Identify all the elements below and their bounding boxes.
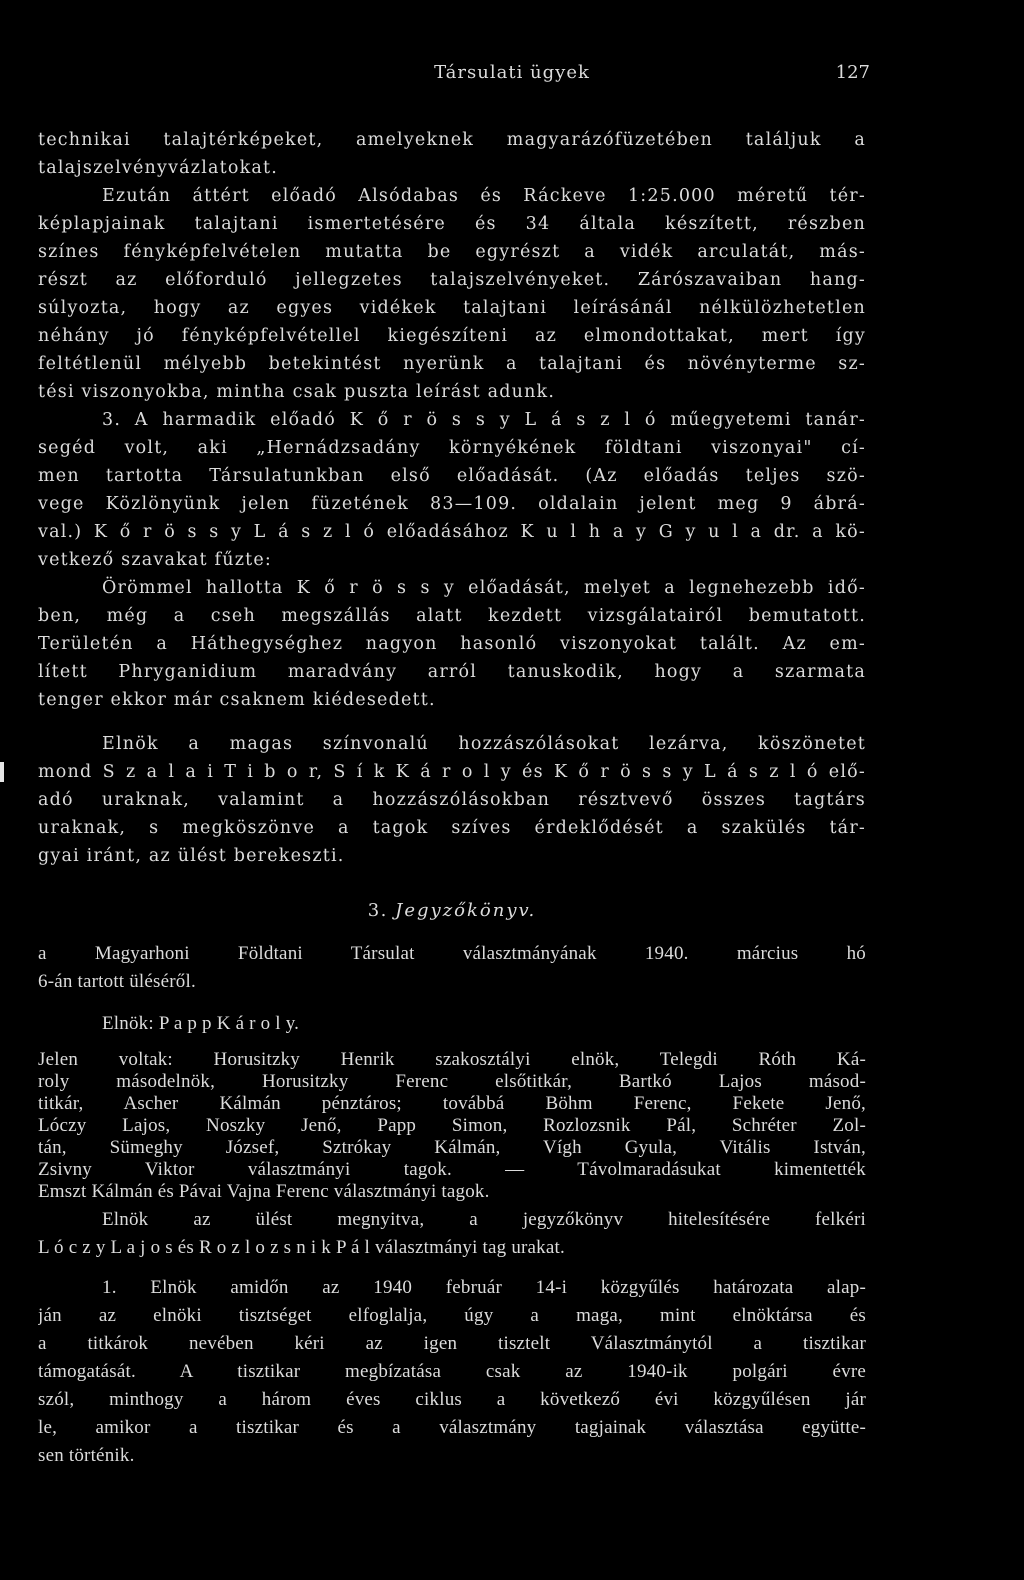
text-line: lített Phryganidium maradvány arról tanuskodik, hogy a szarmata: [38, 662, 866, 682]
text-line: technikai talajtérképeket, amelyeknek magyarázófüzetében találjuk a: [38, 130, 866, 150]
text-line: roly másodelnök, Horusitzky Ferenc elsőtitkár, Bartkó Lajos másod-: [38, 1071, 866, 1092]
text-line: a Magyarhoni Földtani Társulat választmányának 1940. március hó: [38, 943, 866, 964]
text-line: képlapjainak talajtani ismertetésére és 34 általa készített, részben: [38, 214, 866, 234]
text-line: Zsivny Viktor választmányi tagok. — Távolmaradásukat kimentették: [38, 1159, 866, 1180]
text-line: tenger ekkor már csaknem kiédesedett.: [38, 690, 436, 710]
page-number: 127: [835, 62, 870, 83]
text-line: színes fényképfelvételen mutatta be egyrészt a vidék arculatát, más-: [38, 242, 866, 262]
text-line: vege Közlönyünk jelen füzetének 83—109. oldalain jelent meg 9 ábrá-: [38, 494, 866, 514]
text-line: mond S z a l a i T i b o r, S í k K á r o l y és K ő r ö s s y L á s z l ó elő-: [38, 762, 866, 782]
text-line: L ó c z y L a j o s és R o z l o z s n i k P á l választmányi tag urakat.: [38, 1237, 565, 1258]
text-line: részt az előforduló jellegzetes talajszelvényeket. Zárószavaiban hang-: [38, 270, 866, 290]
text-line: titkár, Ascher Kálmán pénztáros; továbbá Böhm Ferenc, Fekete Jenő,: [38, 1093, 866, 1114]
text-line: adó uraknak, valamint a hozzászólásokban résztvevő összes tagtárs: [38, 790, 866, 810]
text-line: tési viszonyokba, mintha csak puszta leírást adunk.: [38, 382, 556, 402]
text-line: Jelen voltak: Horusitzky Henrik szakosztályi elnök, Telegdi Róth Ká-: [38, 1049, 866, 1070]
text-line: Lóczy Lajos, Noszky Jenő, Papp Simon, Rozlozsnik Pál, Schréter Zol-: [38, 1115, 866, 1136]
text-line: Területén a Háthegységhez nagyon hasonló viszonyokat talált. Az em-: [38, 634, 866, 654]
text-line: feltétlenül mélyebb betekintést nyerünk a talajtani és növényterme sz-: [38, 354, 866, 374]
text-line: Elnök az ülést megnyitva, a jegyzőkönyv hitelesítésére felkéri: [102, 1209, 866, 1230]
running-head: [0, 62, 1024, 92]
text-line: Ezután áttért előadó Alsódabas és Ráckeve 1:25.000 méretű tér-: [102, 186, 866, 206]
text-line: le, amikor a tisztikar és a választmány tagjainak választása együtte-: [38, 1417, 866, 1438]
running-title: Társulati ügyek: [434, 62, 590, 83]
text-line: talajszelvényvázlatokat.: [38, 158, 279, 178]
section-number: 3.: [367, 900, 388, 921]
text-line: ján az elnöki tisztséget elfoglalja, úgy a maga, mint elnöktársa és: [38, 1305, 866, 1326]
text-line: a titkárok nevében kéri az igen tisztelt Választmánytól a tisztikar: [38, 1333, 866, 1354]
text-line: vetkező szavakat fűzte:: [38, 550, 272, 570]
text-line: támogatását. A tisztikar megbízatása csak az 1940-ik polgári évre: [38, 1361, 866, 1382]
text-line: Örömmel hallotta K ő r ö s s y előadását, melyet a legnehezebb idő-: [102, 578, 866, 598]
text-line: 1. Elnök amidőn az 1940 február 14-i közgyűlés határozata alap-: [102, 1277, 866, 1298]
text-line: tán, Sümeghy József, Sztrókay Kálmán, Vígh Gyula, Vitális István,: [38, 1137, 866, 1158]
chair-line: Elnök: P a p p K á r o l y.: [102, 1013, 300, 1034]
text-line: szól, minthogy a három éves ciklus a következő évi közgyűlésen jár: [38, 1389, 866, 1410]
text-line: 3. A harmadik előadó K ő r ö s s y L á s z l ó műegyetemi tanár-: [102, 410, 866, 430]
text-line: Elnök a magas színvonalú hozzászólásokat lezárva, köszönetet: [102, 734, 866, 754]
text-line: súlyozta, hogy az egyes vidékek talajtani leírásánál nélkülözhetetlen: [38, 298, 866, 318]
section-title: Jegyzőkönyv.: [395, 900, 537, 921]
section-heading: [38, 900, 866, 921]
text-line: men tartotta Társulatunkban első előadását. (Az előadás teljes szö-: [38, 466, 866, 486]
text-line: segéd volt, aki „Hernádzsadány környékének földtani viszonyai" cí-: [38, 438, 866, 458]
text-line: 6-án tartott üléséről.: [38, 971, 196, 992]
text-line: ben, még a cseh megszállás alatt kezdett vizsgálatairól bemutatott.: [38, 606, 866, 626]
text-line: Emszt Kálmán és Pávai Vajna Ferenc választmányi tagok.: [38, 1181, 490, 1202]
margin-scan-mark: [0, 762, 4, 782]
text-line: uraknak, s megköszönve a tagok szíves érdeklődését a szakülés tár-: [38, 818, 866, 838]
text-line: néhány jó fényképfelvétellel kiegészíteni az elmondottakat, mert így: [38, 326, 866, 346]
text-line: gyai iránt, az ülést berekeszti.: [38, 846, 345, 866]
text-line: val.) K ő r ö s s y L á s z l ó előadásához K u l h a y G y u l a dr. a kö-: [38, 522, 866, 542]
text-line: sen történik.: [38, 1445, 135, 1466]
